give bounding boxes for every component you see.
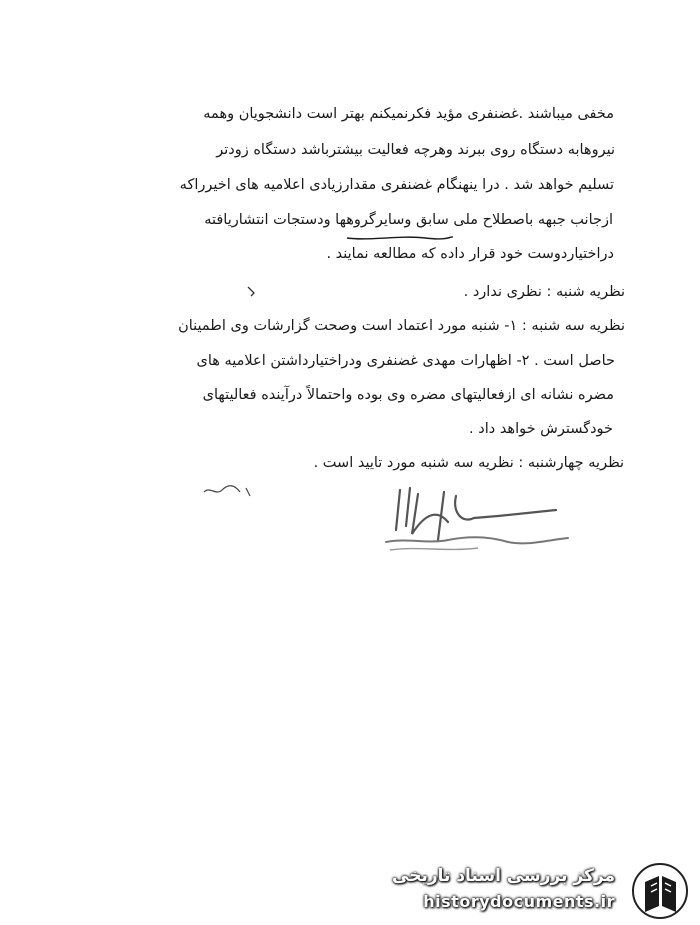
- watermark-title: مرکز بررسی اسناد تاریخی: [392, 866, 615, 886]
- text-line-5: دراختیاردوست خود قرار داده که مطالعه نمایند .: [326, 246, 614, 262]
- text-line-1: مخفی میباشند .غضنفری مؤید فکرنمیکنم بهتر است دانشجویان وهمه: [203, 106, 614, 122]
- handwritten-underline: [345, 232, 455, 242]
- tuesday-opinion-line-4: خودگسترش خواهد داد .: [469, 421, 613, 437]
- tuesday-opinion-line-1: نظریه سه شنبه : ۱- شنبه مورد اعتماد است وصحت گزارشات وی اطمینان: [178, 318, 625, 334]
- archive-watermark: [392, 858, 695, 922]
- handwritten-scribble: [200, 478, 260, 502]
- tuesday-opinion-line-3: مضره نشانه ای ازفعالیتهای مضره وی بوده واحتمالاً درآینده فعالیتهای: [202, 387, 614, 403]
- text-line-3: تسلیم خواهد شد . درا ینهنگام غضنفری مقدارزیادی اعلامیه های اخیرراکه: [179, 177, 614, 193]
- signature: [378, 482, 578, 562]
- saturday-opinion-line: نظریه شنبه : نظری ندارد .: [463, 284, 625, 300]
- text-line-2: نیروهابه دستگاه روی ببرند وهرچه فعالیت بیشترباشد دستگاه زودتر: [216, 142, 615, 158]
- wednesday-opinion-line: نظریه چهارشنبه : نظریه سه شنبه مورد تایید است .: [313, 455, 624, 471]
- handwritten-tick-mark: [245, 284, 259, 298]
- watermark-site: historydocuments.ir: [423, 892, 615, 911]
- text-line-4: ازجانب جبهه باصطلاح ملی سابق وسایرگروهها ودستجات انتشاریافته: [204, 212, 613, 228]
- tuesday-opinion-line-2: حاصل است . ۲- اظهارات مهدی غضنفری ودراختیارداشتن اعلامیه های: [196, 353, 615, 369]
- open-book-icon: [631, 862, 689, 920]
